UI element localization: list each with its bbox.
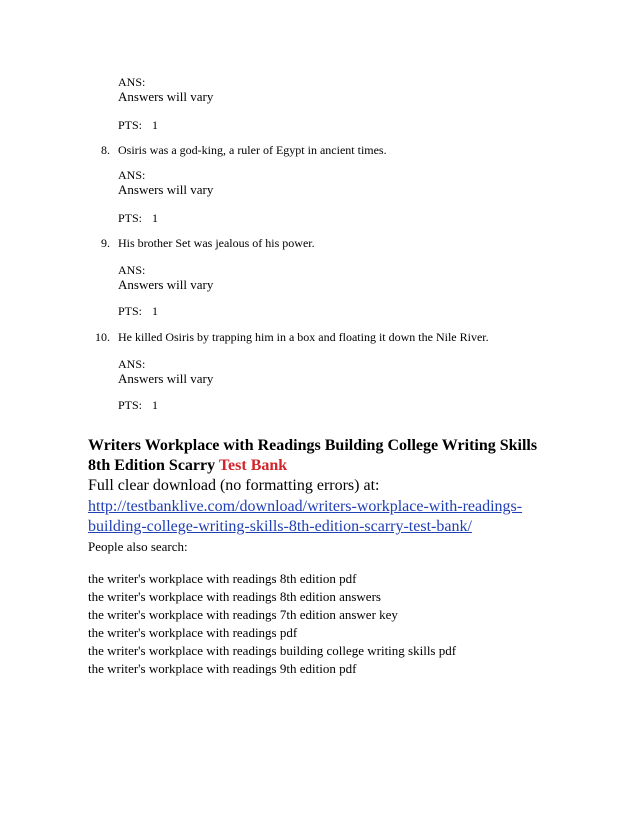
- question-text: He killed Osiris by trapping him in a box and floating it down the Nile River.: [118, 330, 489, 344]
- question-number: 8.: [101, 143, 110, 157]
- promo-title: Writers Workplace with Readings Building College Writing Skills: [88, 437, 538, 454]
- download-link[interactable]: http://testbanklive.com/download/writers-workplace-with-readings-: [88, 498, 523, 515]
- points-value: 1: [152, 304, 158, 318]
- points-value: 1: [152, 211, 158, 225]
- promo-title-line2: [88, 457, 287, 475]
- search-suggestion: the writer's workplace with readings pdf: [88, 625, 298, 640]
- answer-value: Answers will vary: [118, 182, 214, 197]
- answer-label: ANS:: [118, 75, 146, 89]
- answer-label: ANS:: [118, 357, 146, 371]
- question-number: 9.: [101, 236, 110, 250]
- download-text: Full clear download (no formatting errors) at:: [88, 477, 380, 494]
- question-number: 10.: [95, 330, 110, 344]
- answer-value: Answers will vary: [118, 371, 214, 386]
- search-suggestion: the writer's workplace with readings 7th edition answer key: [88, 607, 398, 622]
- answer-value: Answers will vary: [118, 277, 214, 292]
- search-suggestion: the writer's workplace with readings 8th edition pdf: [88, 571, 357, 586]
- search-suggestion: the writer's workplace with readings 9th edition pdf: [88, 661, 357, 676]
- question-text: His brother Set was jealous of his power.: [118, 236, 315, 250]
- search-suggestion: the writer's workplace with readings 8th edition answers: [88, 589, 381, 604]
- test-bank-highlight: Test Bank: [218, 457, 288, 474]
- points-label: PTS:: [118, 211, 143, 225]
- download-link-line2[interactable]: building-college-writing-skills-8th-edition-scarry-test-bank/: [88, 518, 472, 535]
- points-label: PTS:: [118, 304, 143, 318]
- promo-edition: 8th Edition Scarry: [88, 457, 216, 474]
- points-label: PTS:: [118, 118, 143, 132]
- answer-label: ANS:: [118, 263, 146, 277]
- points-value: 1: [152, 118, 158, 132]
- search-suggestion: the writer's workplace with readings building college writing skills pdf: [88, 643, 457, 658]
- points-value: 1: [152, 398, 158, 412]
- answer-value: Answers will vary: [118, 89, 214, 104]
- also-search-label: People also search:: [88, 539, 188, 554]
- answer-label: ANS:: [118, 168, 146, 182]
- question-text: Osiris was a god-king, a ruler of Egypt in ancient times.: [118, 143, 387, 157]
- points-label: PTS:: [118, 398, 143, 412]
